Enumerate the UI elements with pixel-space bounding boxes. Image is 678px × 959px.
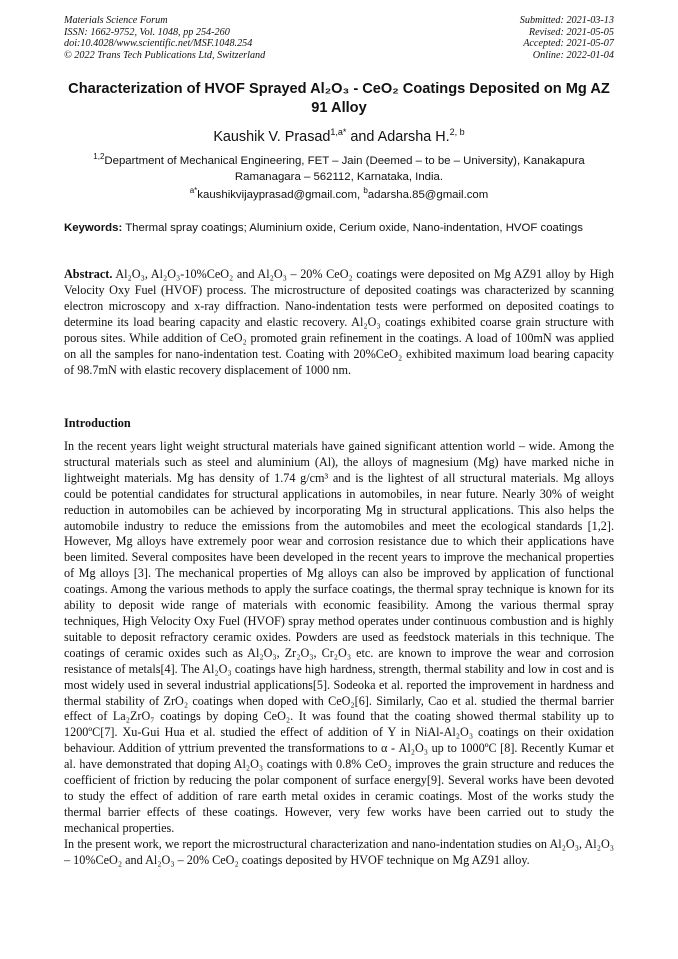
dates-header: [520, 15, 614, 61]
abstract-label: Abstract.: [64, 267, 113, 281]
abstract: [64, 266, 614, 378]
keywords: [64, 221, 614, 235]
author-2-affil: 2, b: [449, 127, 465, 137]
accepted-date: Accepted: 2021-05-07: [523, 38, 614, 50]
abstract-text: Al₂O₃, Al₂O₃-10%CeO₂ and Al₂O₃ – 20% CeO₂ coatings were deposited on Mg AZ91 alloy by High Velocity Oxy Fuel (HVOF) process. The microstructure of deposited coatings was characterized by scanning electron microscopy and x-ray diffraction. Nano-indentation tests were performed on deposited coatings to determine its load bearing capacity and elastic recovery. Al₂O₃ coatings exhibited coarse grain structure with porous sites. While addition of CeO₂ promoted grain refinement in the coatings. A load of 100mN was applied on all the samples for nano-indentation test. Coating with 20%CeO₂ exhibited maximum load bearing capacity of 98.7mN with elastic recovery displacement of 1000 nm.: [64, 267, 614, 377]
paper-title: Characterization of HVOF Sprayed Al₂O₃ - CeO₂ Coatings Deposited on Mg AZ 91 Alloy: [68, 81, 610, 116]
email-b-sup: b: [363, 186, 368, 195]
affiliation-text: Department of Mechanical Engineering, FET – Jain (Deemed – to be – University), Kanakapura Ramanagara – 562112, Karnataka, India.: [104, 154, 585, 184]
journal-issn: ISSN: 1662-9752, Vol. 1048, pp 254-260: [64, 26, 230, 38]
email-a-sup: a*: [189, 186, 198, 195]
introduction-paragraph-1: In the recent years light weight structural materials have gained significant attention world – wide. Among the structural materials such as steel and aluminium (Al), the alloys of magnesium (Mg) have marked niche in lightweight materials. Mg has density of 1.74 g/cm³ and is the lightest of all structural materials. Mg alloys could be potential candidates for structural applications in automobiles, in near future. Nearly 30% of weight reduction in automobiles can be achieved by incorporating Mg in structural applications. This also helps the automobile industry to reduce the emissions from the automobiles and meet the ecological standards [1,2]. However, Mg alloys have extremely poor wear and corrosion resistance due to which their applications have been limited. Several composites have been developed in the recent years to improve the mechanical properties of Mg alloys [3]. The mechanical properties of Mg alloys can also be improved by application of functional coatings. Among the various methods to apply the surface coatings, the thermal spray technique is known for its ability to deposit wide range of materials with economic feasibility. Among the various thermal spray techniques, High Velocity Oxy Fuel (HVOF) spray method operates under continuous combustion and is highly suitable to deposit refractory ceramic oxides. Powders are used as feedstock materials in this technique. The coatings of ceramic oxides such as Al₂O₃, Zr₂O₃, Cr₂O₃ etc. are known to improve the wear and corrosion resistance of metals[4]. The Al₂O₃ coatings have high hardness, strength, thermal stability and low in cost and is most widely used in several industrial applications[5]. Sodeoka et al. reported the improvement in hardness and thermal stability of ZrO₂ coatings when doped with CeO₂[6]. Similarly, Cao et al. studied the thermal barrier effect of La₂ZrO₇ coatings by doping CeO₂. It was found that the coating showed thermal stability up to 1200ºC[7]. Xu-Gui Hua et al. studied the effect of addition of Y in NiAl-Al₂O₃ coatings on their oxidation behaviour. Addition of yttrium prevented the transformations to α - Al₂O₃ up to 1000ºC [8]. Recently Kumar et al. have demonstrated that doping Al₂O₃ coatings with 0.8% CeO₂ improves the grain structure and reduces the coefficient of friction by reducing the polar component of surface energy[9]. Several works have been devoted to study the effect of addition of rare earth metal oxides in ceramic coatings. Most of the works study the thermal barrier effects of these coatings. However, very few works have been carried out to study the mechanical properties.: [64, 439, 614, 835]
author-1-affil: 1,a*: [330, 127, 347, 137]
author-connector: and: [350, 128, 375, 145]
online-date: Online: 2022-01-04: [532, 49, 614, 61]
introduction-body: [64, 439, 614, 868]
keywords-text: Thermal spray coatings; Aluminium oxide, Cerium oxide, Nano-indentation, HVOF coatings: [125, 222, 583, 234]
revised-date: Revised: 2021-05-05: [528, 26, 614, 38]
authors: [60, 123, 618, 146]
journal-copyright: © 2022 Trans Tech Publications Ltd, Switzerland: [64, 49, 266, 61]
affiliation-sup: 1,2: [93, 152, 105, 161]
introduction-paragraph-2: In the present work, we report the microstructural characterization and nano-indentation studies on Al₂O₃, Al₂O₃ – 10%CeO₂ and Al₂O₃ – 20% CeO₂ coatings deposited by HVOF technique on Mg AZ91 alloy.: [64, 836, 614, 867]
emails: [60, 183, 618, 203]
journal-doi: doi:10.4028/www.scientific.net/MSF.1048.254: [64, 38, 253, 50]
submitted-date: Submitted: 2021-03-13: [519, 15, 614, 26]
email-b[interactable]: adarsha.85@gmail.com: [367, 188, 489, 201]
author-2: Adarsha H.: [377, 128, 450, 145]
introduction-heading: Introduction: [64, 416, 131, 430]
journal-name: Materials Science Forum: [64, 15, 168, 26]
author-1: Kaushik V. Prasad: [213, 128, 331, 145]
affiliation: [60, 149, 618, 186]
email-a[interactable]: kaushikvijayprasad@gmail.com,: [197, 188, 361, 201]
journal-header: [64, 15, 265, 61]
keywords-label: Keywords:: [64, 222, 123, 234]
